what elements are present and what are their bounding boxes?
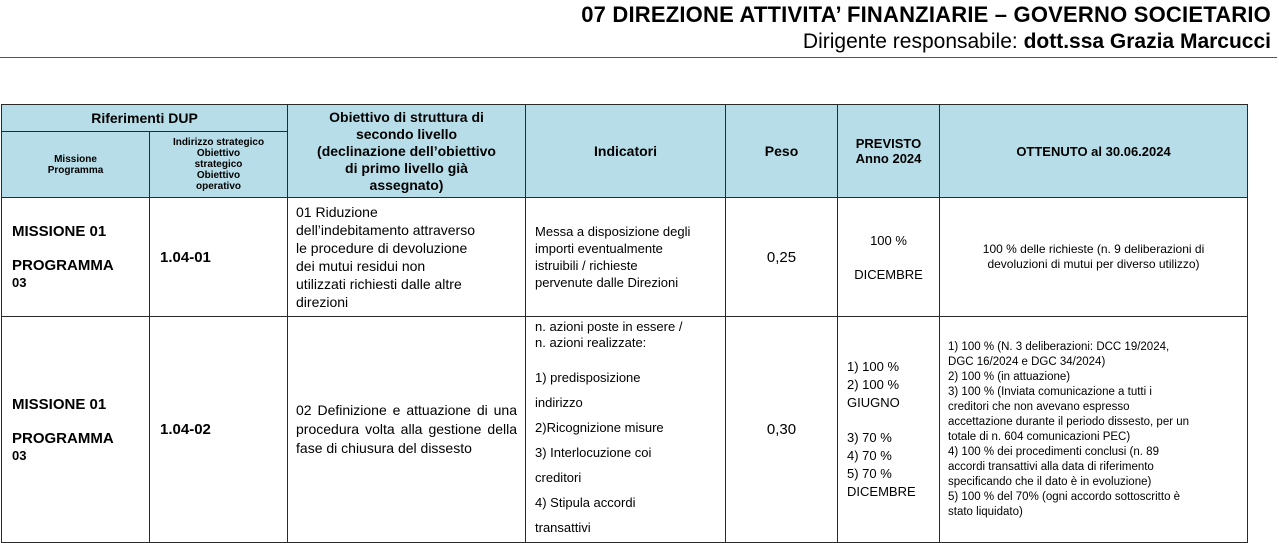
planned-cell: 100 % DICEMBRE [838, 198, 940, 317]
header-indicators: Indicatori [526, 105, 726, 198]
achieved-cell: 1) 100 % (N. 3 deliberazioni: DCC 19/2024, DGC 16/2024 e DGC 34/2024) 2) 100 % (in attuazione) 3) 100 % (Inviata comunicazione a tutti i creditori che non avevano espresso accettazione durante il periodo dissesto, per un totale di n. 604 comunicazioni PEC) 4) 100 % dei procedimenti conclusi (n. 89 accordi transattivi alla data di riferimento specificando che il dato è in evoluzione) 5) 100 % del 70% (ogni accordo sottoscritto è stato liquidato) [940, 317, 1248, 543]
page-subtitle [803, 30, 1271, 54]
header-dup-references: Riferimenti DUP [2, 105, 288, 132]
weight-value: 0,25 [726, 198, 838, 317]
table-row [2, 198, 1248, 317]
weight-value: 0,30 [726, 317, 838, 543]
page-title: 07 DIREZIONE ATTIVITA’ FINANZIARIE – GOVERNO SOCIETARIO [581, 2, 1271, 27]
header-objective: Obiettivo di struttura di secondo livello (declinazione dell’obiettivo di primo livello già assegnato) [288, 105, 526, 198]
planned-cell: 1) 100 % 2) 100 % GIUGNO 3) 70 % 4) 70 % 5) 70 % DICEMBRE [838, 317, 940, 543]
indicator-cell: Messa a disposizione degli importi eventualmente istruibili / richieste pervenute dalle Direzioni [526, 198, 726, 317]
header-planned: PREVISTO Anno 2024 [838, 105, 940, 198]
objective-description: 02 Definizione e attuazione di una procedura volta alla gestione della fase di chiusura del dissesto [288, 317, 526, 543]
mission-cell: MISSIONE 01 PROGRAMMA 03 [2, 198, 150, 317]
header-mission-program: Missione Programma [2, 132, 150, 198]
objective-code: 1.04-01 [150, 198, 288, 317]
header-achieved: OTTENUTO al 30.06.2024 [940, 105, 1248, 198]
objectives-table [1, 104, 1248, 543]
header-strategic-address: Indirizzo strategico Obiettivo strategico Obiettivo operativo [150, 132, 288, 198]
header-weight: Peso [726, 105, 838, 198]
manager-name: dott.ssa Grazia Marcucci [1023, 30, 1271, 53]
manager-label: Dirigente responsabile: [802, 30, 1018, 53]
achieved-cell: 100 % delle richieste (n. 9 deliberazioni di devoluzioni di mutui per diverso utilizzo) [940, 198, 1248, 317]
indicator-cell: n. azioni poste in essere / n. azioni realizzate: 1) predisposizione indirizzo 2)Ricognizione misure 3) Interlocuzione coi creditori 4) Stipula accordi transattivi [526, 317, 726, 543]
header-divider [0, 57, 1277, 58]
mission-cell: MISSIONE 01 PROGRAMMA 03 [2, 317, 150, 543]
table-row [2, 317, 1248, 543]
objective-description: 01 Riduzione dell’indebitamento attraverso le procedure di devoluzione dei mutui residui non utilizzati richiesti dalle altre direzioni [288, 198, 526, 317]
objective-code: 1.04-02 [150, 317, 288, 543]
